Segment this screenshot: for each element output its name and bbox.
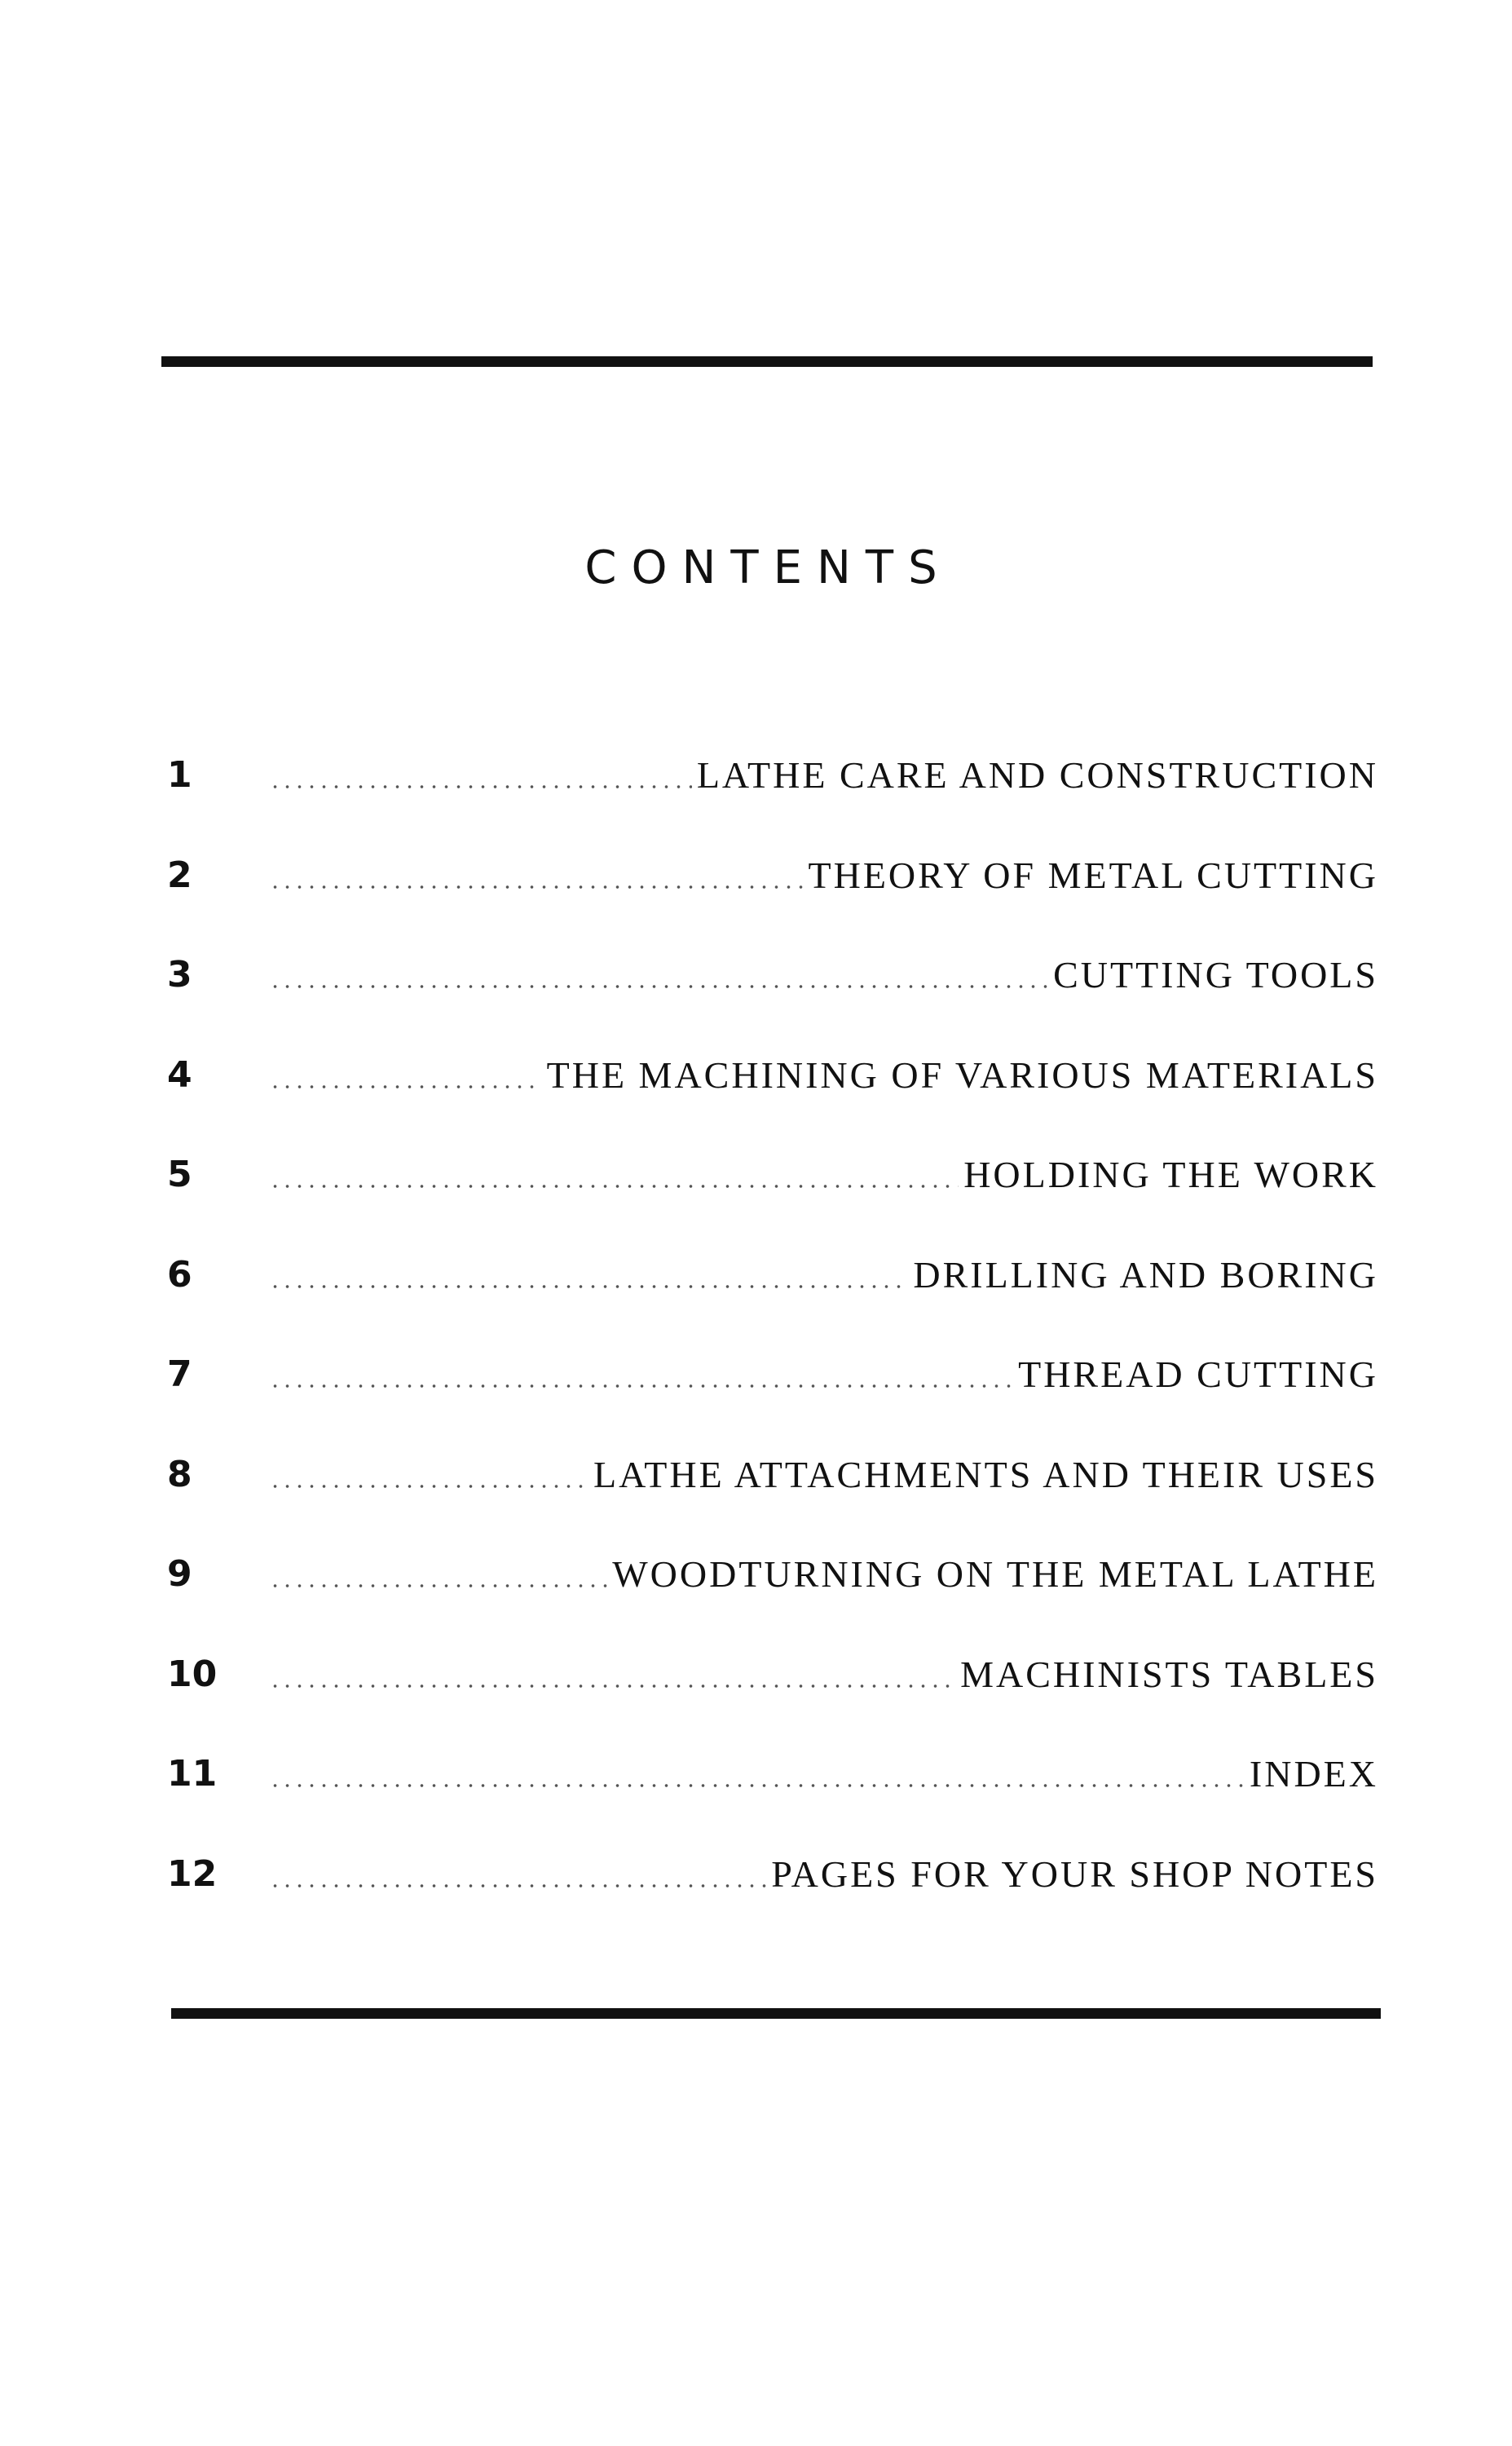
toc-entry-number: 9 — [167, 1553, 192, 1596]
toc-entry-number: 4 — [167, 1053, 192, 1096]
toc-entry[interactable] — [167, 826, 1378, 926]
toc-entry-number: 10 — [167, 1653, 218, 1695]
dot-leader — [269, 1178, 959, 1194]
dot-leader — [269, 978, 1048, 995]
toc-entry-title: THEORY OF METAL CUTTING — [808, 854, 1378, 896]
dot-leader — [269, 1878, 766, 1894]
dot-leader — [269, 1678, 955, 1694]
toc-entry-number: 8 — [167, 1453, 192, 1495]
toc-entry[interactable] — [167, 1825, 1378, 1925]
page-title: CONTENTS — [584, 541, 952, 594]
toc-entry[interactable] — [167, 1026, 1378, 1126]
toc-entry-title: LATHE ATTACHMENTS AND THEIR USES — [593, 1453, 1378, 1495]
toc-entry-title: DRILLING AND BORING — [913, 1253, 1378, 1296]
dot-leader — [269, 1278, 908, 1295]
toc-entry[interactable] — [167, 726, 1378, 826]
toc-entry-number: 6 — [167, 1253, 192, 1296]
dot-leader — [269, 879, 804, 895]
toc-entry-title: WOODTURNING ON THE METAL LATHE — [612, 1553, 1378, 1596]
top-rule — [161, 356, 1373, 367]
toc-entry[interactable] — [167, 1225, 1378, 1326]
toc-entry[interactable] — [167, 1724, 1378, 1825]
dot-leader — [269, 1478, 588, 1495]
toc-entry-title: CUTTING TOOLS — [1053, 954, 1378, 996]
toc-entry[interactable] — [167, 1625, 1378, 1725]
toc-entry-title: MACHINISTS TABLES — [960, 1653, 1378, 1695]
toc-entry-title: PAGES FOR YOUR SHOP NOTES — [771, 1852, 1378, 1895]
toc-entry-number: 2 — [167, 854, 192, 896]
dot-leader — [269, 779, 692, 795]
dot-leader — [269, 1378, 1013, 1394]
toc-entry[interactable] — [167, 1325, 1378, 1425]
toc-entry-number: 12 — [167, 1852, 218, 1895]
toc-entry-title: LATHE CARE AND CONSTRUCTION — [696, 754, 1378, 797]
toc-entry-number: 3 — [167, 954, 192, 996]
toc-entry[interactable] — [167, 925, 1378, 1026]
toc-entry[interactable] — [167, 1425, 1378, 1525]
toc-entry-number: 7 — [167, 1353, 192, 1396]
dot-leader — [269, 1777, 1245, 1794]
dot-leader — [269, 1578, 607, 1594]
toc-entry-title: THREAD CUTTING — [1018, 1353, 1378, 1396]
toc-entry-number: 1 — [167, 754, 192, 797]
bottom-rule — [171, 2008, 1381, 2019]
toc-entry[interactable] — [167, 1525, 1378, 1625]
toc-entry-title: HOLDING THE WORK — [963, 1154, 1378, 1196]
toc-entry[interactable] — [167, 1125, 1378, 1225]
toc-entry-number: 11 — [167, 1753, 218, 1795]
table-of-contents — [167, 726, 1378, 1924]
toc-entry-title: INDEX — [1249, 1753, 1378, 1795]
toc-entry-title: THE MACHINING OF VARIOUS MATERIALS — [546, 1053, 1378, 1096]
toc-entry-number: 5 — [167, 1154, 192, 1196]
dot-leader — [269, 1079, 542, 1095]
